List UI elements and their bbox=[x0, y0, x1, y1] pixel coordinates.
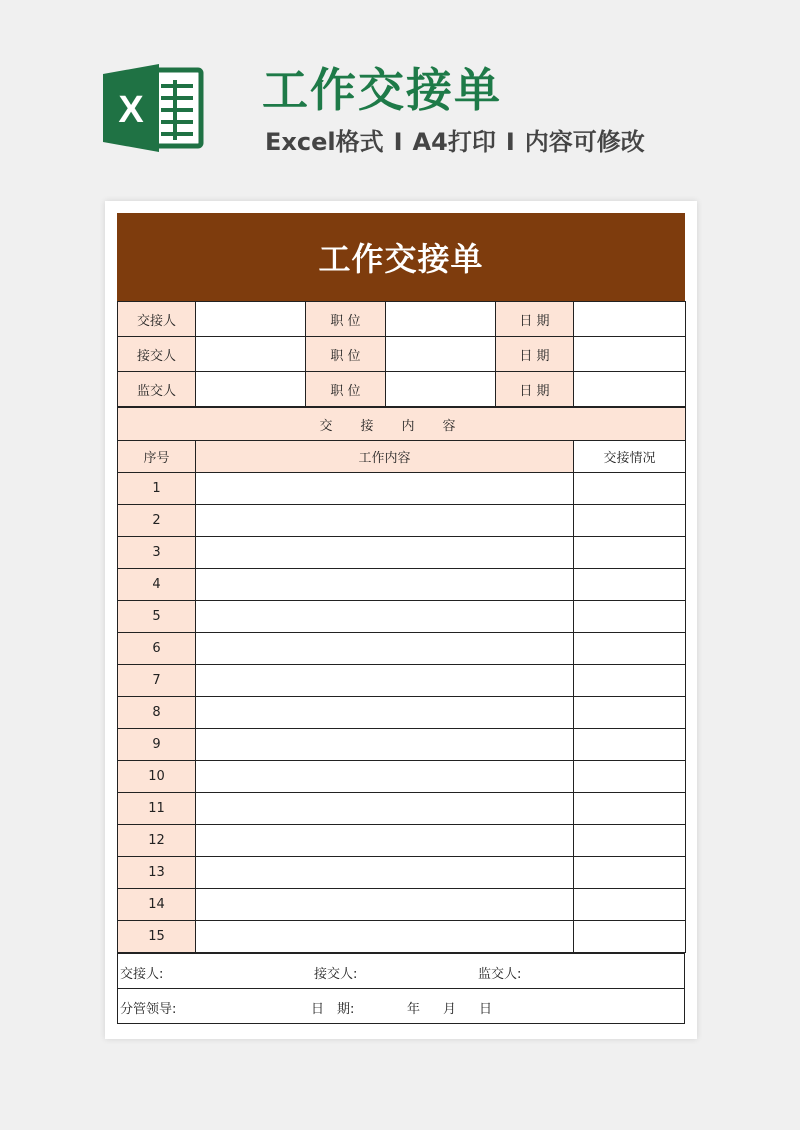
date-label: 日 期 bbox=[496, 337, 574, 372]
receiver-position-field[interactable] bbox=[386, 337, 496, 372]
work-content-cell[interactable] bbox=[196, 889, 574, 921]
work-content-cell[interactable] bbox=[196, 505, 574, 537]
position-label: 职 位 bbox=[306, 372, 386, 407]
table-row bbox=[118, 473, 686, 505]
supervisor-person-field[interactable] bbox=[196, 372, 306, 407]
excel-logo-icon bbox=[101, 64, 205, 152]
handover-sign-label: 交接人: bbox=[120, 967, 164, 982]
table-row bbox=[118, 569, 686, 601]
info-row-handover bbox=[118, 302, 686, 337]
page-title: 工作交接单 bbox=[262, 63, 502, 117]
section-header bbox=[118, 408, 686, 441]
handover-status-cell[interactable] bbox=[574, 665, 686, 697]
work-content-cell[interactable] bbox=[196, 921, 574, 953]
subtitle-separator: I bbox=[393, 128, 403, 156]
form-paper bbox=[105, 201, 697, 1039]
row-index: 11 bbox=[118, 793, 196, 825]
row-index: 12 bbox=[118, 825, 196, 857]
handover-person-field[interactable] bbox=[196, 302, 306, 337]
handover-status-cell[interactable] bbox=[574, 633, 686, 665]
table-row bbox=[118, 697, 686, 729]
table-row bbox=[118, 857, 686, 889]
handover-person-label: 交接人 bbox=[118, 302, 196, 337]
handover-status-cell[interactable] bbox=[574, 793, 686, 825]
table-row bbox=[118, 793, 686, 825]
form-banner-title: 工作交接单 bbox=[117, 213, 685, 301]
table-row bbox=[118, 921, 686, 953]
info-table bbox=[117, 301, 686, 407]
row-index: 10 bbox=[118, 761, 196, 793]
table-row bbox=[118, 889, 686, 921]
table-row bbox=[118, 729, 686, 761]
row-index: 15 bbox=[118, 921, 196, 953]
info-row-supervisor bbox=[118, 372, 686, 407]
table-row bbox=[118, 633, 686, 665]
signature-row bbox=[118, 954, 685, 989]
supervisor-sign-label: 监交人: bbox=[478, 967, 522, 982]
supervisor-person-label: 监交人 bbox=[118, 372, 196, 407]
work-content-cell[interactable] bbox=[196, 729, 574, 761]
year-label: 年 bbox=[407, 1002, 421, 1017]
month-label: 月 bbox=[443, 1002, 457, 1017]
work-content-cell[interactable] bbox=[196, 825, 574, 857]
work-content-cell[interactable] bbox=[196, 569, 574, 601]
column-header-status: 交接情况 bbox=[574, 441, 686, 473]
work-content-cell[interactable] bbox=[196, 473, 574, 505]
table-row bbox=[118, 537, 686, 569]
work-content-cell[interactable] bbox=[196, 537, 574, 569]
subtitle-separator: I bbox=[505, 128, 515, 156]
table-row bbox=[118, 665, 686, 697]
row-index: 8 bbox=[118, 697, 196, 729]
receiver-date-field[interactable] bbox=[574, 337, 686, 372]
table-row bbox=[118, 761, 686, 793]
handover-status-cell[interactable] bbox=[574, 825, 686, 857]
subtitle-format: Excel格式 bbox=[265, 128, 384, 156]
row-index: 14 bbox=[118, 889, 196, 921]
receiver-person-field[interactable] bbox=[196, 337, 306, 372]
position-label: 职 位 bbox=[306, 337, 386, 372]
info-row-receiver bbox=[118, 337, 686, 372]
work-content-cell[interactable] bbox=[196, 761, 574, 793]
row-index: 2 bbox=[118, 505, 196, 537]
approval-cell bbox=[118, 989, 685, 1024]
handover-status-cell[interactable] bbox=[574, 473, 686, 505]
table-row bbox=[118, 601, 686, 633]
work-content-cell[interactable] bbox=[196, 665, 574, 697]
subtitle-print: A4打印 bbox=[412, 128, 496, 156]
supervisor-position-field[interactable] bbox=[386, 372, 496, 407]
subtitle-editable: 内容可修改 bbox=[524, 128, 645, 156]
svg-text:X: X bbox=[118, 89, 144, 131]
handover-status-cell[interactable] bbox=[574, 505, 686, 537]
approval-row bbox=[118, 989, 685, 1024]
work-content-cell[interactable] bbox=[196, 601, 574, 633]
handover-status-cell[interactable] bbox=[574, 761, 686, 793]
section-title: 交接内容 bbox=[118, 408, 686, 441]
handover-form bbox=[117, 213, 685, 1024]
signature-table bbox=[117, 953, 685, 1024]
handover-status-cell[interactable] bbox=[574, 729, 686, 761]
table-row bbox=[118, 825, 686, 857]
content-table bbox=[117, 407, 686, 953]
handover-status-cell[interactable] bbox=[574, 697, 686, 729]
table-row bbox=[118, 505, 686, 537]
row-index: 6 bbox=[118, 633, 196, 665]
date-label: 日 期 bbox=[496, 372, 574, 407]
handover-status-cell[interactable] bbox=[574, 857, 686, 889]
row-index: 1 bbox=[118, 473, 196, 505]
column-header-row bbox=[118, 441, 686, 473]
approval-date-label: 日 期: bbox=[311, 1002, 355, 1017]
table-body bbox=[118, 473, 686, 953]
column-header-work: 工作内容 bbox=[196, 441, 574, 473]
work-content-cell[interactable] bbox=[196, 633, 574, 665]
receiver-sign-label: 接交人: bbox=[314, 967, 358, 982]
row-index: 4 bbox=[118, 569, 196, 601]
row-index: 7 bbox=[118, 665, 196, 697]
row-index: 9 bbox=[118, 729, 196, 761]
supervisor-date-field[interactable] bbox=[574, 372, 686, 407]
manager-sign-label: 分管领导: bbox=[120, 1002, 177, 1017]
column-header-index: 序号 bbox=[118, 441, 196, 473]
row-index: 13 bbox=[118, 857, 196, 889]
page-subtitle bbox=[265, 124, 645, 160]
row-index: 3 bbox=[118, 537, 196, 569]
position-label: 职 位 bbox=[306, 302, 386, 337]
handover-date-field[interactable] bbox=[574, 302, 686, 337]
work-content-cell[interactable] bbox=[196, 697, 574, 729]
receiver-person-label: 接交人 bbox=[118, 337, 196, 372]
signature-cell bbox=[118, 954, 685, 989]
date-label: 日 期 bbox=[496, 302, 574, 337]
handover-status-cell[interactable] bbox=[574, 569, 686, 601]
handover-status-cell[interactable] bbox=[574, 601, 686, 633]
handover-position-field[interactable] bbox=[386, 302, 496, 337]
day-label: 日 bbox=[479, 1002, 493, 1017]
handover-status-cell[interactable] bbox=[574, 889, 686, 921]
handover-status-cell[interactable] bbox=[574, 921, 686, 953]
handover-status-cell[interactable] bbox=[574, 537, 686, 569]
work-content-cell[interactable] bbox=[196, 793, 574, 825]
work-content-cell[interactable] bbox=[196, 857, 574, 889]
row-index: 5 bbox=[118, 601, 196, 633]
